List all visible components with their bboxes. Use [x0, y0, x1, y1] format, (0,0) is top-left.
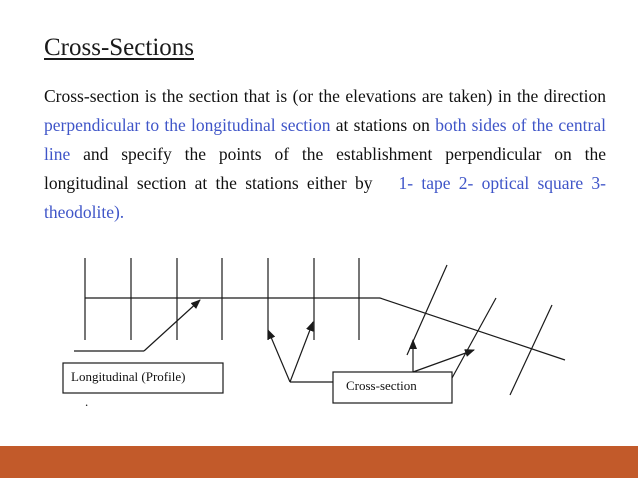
longitudinal-arrow [144, 300, 200, 351]
cross-section-label: Cross-section [346, 378, 417, 393]
longitudinal-label: Longitudinal (Profile) [71, 369, 186, 384]
paragraph-text-1: Cross-section is the section that is (or the elevations are taken) in the direction [44, 86, 606, 106]
cross-section-arrow-2 [290, 322, 313, 382]
stray-dot: . [85, 394, 89, 409]
station-line-slanted [510, 305, 552, 395]
slide-title: Cross-Sections [44, 34, 194, 61]
station-line-slanted [452, 298, 496, 378]
highlight-methods: 1- tape 2- optical square 3- theodolite). [44, 173, 606, 222]
footer-bar [0, 446, 638, 478]
highlight-perpendicular: perpendicular to the longitudinal section [44, 115, 331, 135]
cross-section-arrow-1 [268, 330, 290, 382]
paragraph-text-3: and specify the points of the establishment perpendicular on the longitudinal section at the stations either by [44, 144, 606, 193]
paragraph-text-2: at stations on [330, 115, 436, 135]
cross-section-arrow-4 [413, 350, 474, 372]
highlight-both-sides: both sides of the central line [44, 115, 606, 164]
